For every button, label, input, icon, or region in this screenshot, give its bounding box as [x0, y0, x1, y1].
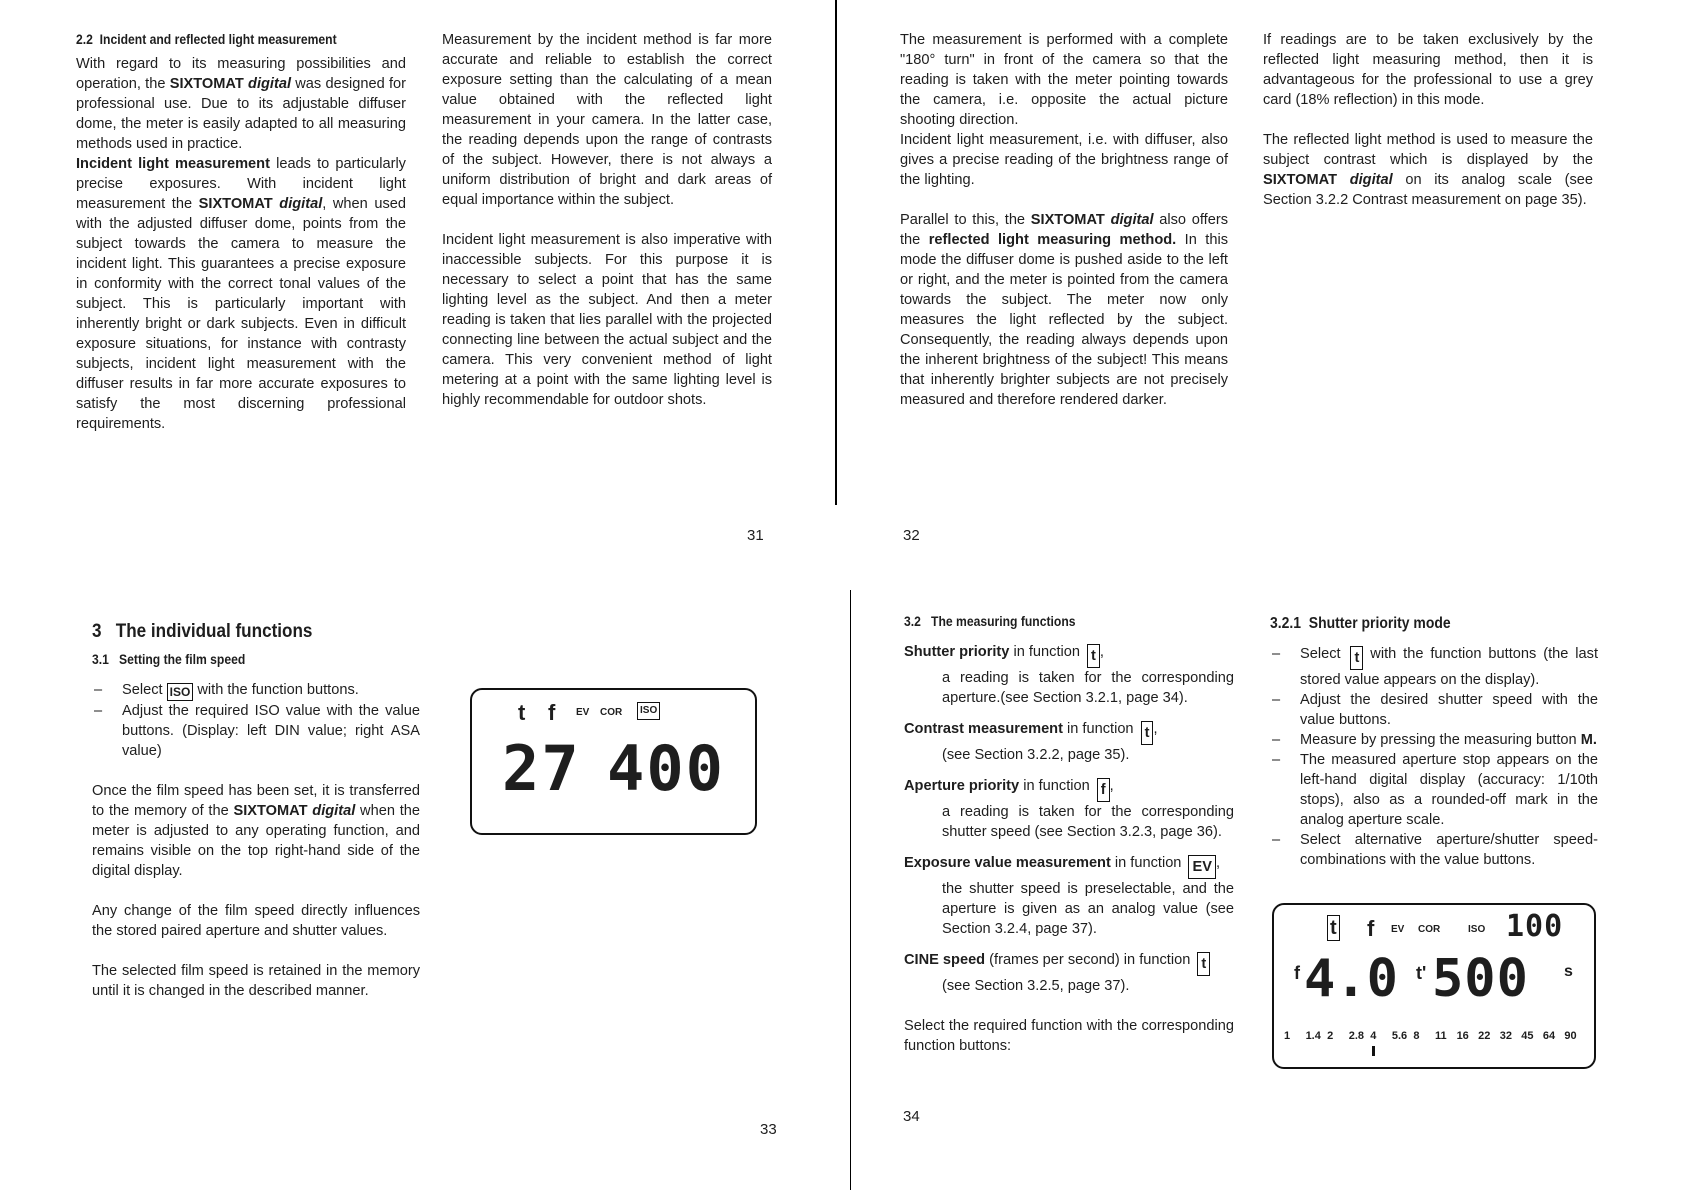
lcd-indicator-cor: COR [1418, 924, 1441, 935]
lcd-asa-value: 400 [607, 732, 725, 805]
scale-tick-label: 90 [1564, 1030, 1577, 1042]
list-item: – Adjust the required ISO value with the value buttons. (Display: left DIN value; right ASA value) [92, 701, 420, 761]
page-number-33: 33 [760, 1121, 777, 1138]
list-item: – Select alternative aperture/shutter speed-combinations with the value buttons. [1270, 830, 1598, 870]
lcd-display-iso [470, 688, 757, 835]
scale-tick-label: 11 [1435, 1030, 1447, 1042]
scale-tick-label: 22 [1478, 1030, 1491, 1042]
lcd-shutter-value: 500 [1432, 949, 1529, 1009]
lcd-indicator-iso: ISO [637, 702, 660, 720]
ev-button-symbol: EV [1188, 855, 1215, 879]
list-item: – Adjust the desired shutter speed with the value buttons. [1270, 690, 1598, 730]
p34-column-2 [1270, 614, 1598, 870]
function-entry-cine: CINE speed (frames per second) in function t (see Section 3.2.5, page 37). [904, 950, 1234, 996]
p33-paragraph-2: Any change of the film speed directly influences the stored paired aperture and shutter values. [92, 903, 420, 939]
list-item: – The measured aperture stop appears on the left-hand digital display (accuracy: 1/10th stops), also as a rounded-off mark in the analog aperture scale. [1270, 750, 1598, 830]
lcd-indicator-cor: COR [600, 707, 623, 718]
scale-tick-label: 16 [1456, 1030, 1469, 1042]
scale-tick-label: 8 [1413, 1030, 1420, 1042]
page-gutter-line-bottom [850, 590, 851, 1190]
p31-paragraph-2: Incident light measurement leads to particularly precise exposures. With incident light measurement the SIXTOMAT digital, when used with the adjusted diffuser dome, points from the subject towards the camera to measure the incident light. This guarantees a precise exposure in conformity with the correct tonal values of the subject. This is particularly important with inherently bright or dark subjects. Even in difficult exposure situations, for instance with contrasty subjects, incident light measurement with the diffuser results in far more accurate exposures to satisfy the most discerning professional requirements. [76, 156, 406, 432]
t-button-symbol: t [1141, 721, 1154, 745]
t-button-symbol: t [1350, 646, 1363, 670]
f-button-symbol: f [1097, 778, 1110, 802]
scale-tick-label: 2.8 [1348, 1030, 1364, 1042]
lcd-seconds-unit: s [1564, 963, 1573, 980]
function-entry-contrast: Contrast measurement in function t , (see Section 3.2.2, page 35). [904, 721, 1158, 763]
function-entry-ev: Exposure value measurement in function EV , the shutter speed is preselectable, and the aperture is given as an analog value (see Section 3.2.4, page 37). [904, 855, 1234, 937]
list-item: – Measure by pressing the measuring button M. [1270, 730, 1598, 750]
lcd-indicator-ev: EV [1391, 924, 1405, 935]
function-entry-shutter: Shutter priority in function t , a reading is taken for the corresponding aperture.(see Section 3.2.1, page 34). [904, 644, 1234, 706]
scale-marker [1372, 1046, 1375, 1056]
scale-tick-label: 1.4 [1305, 1030, 1321, 1042]
p32-paragraph-3: Parallel to this, the SIXTOMAT digital also offers the reflected light measuring method. In this mode the diffuser dome is pushed aside to the left or right, and the meter is pointed from the camera towards the subject. The meter now only measures the light reflected by the subject. Consequently, the reading always depends upon the inherent brightness of the subject! This means that inherently brighter subjects are not precisely measured and therefore rendered darker. [900, 212, 1228, 408]
p33-heading: 3 The individual functions [92, 621, 313, 642]
t-button-symbol: t [1197, 952, 1210, 976]
list-item: – Select ISO with the function buttons. [92, 680, 420, 701]
p34-column-1 [904, 612, 1234, 1056]
function-entry-aperture: Aperture priority in function f , a reading is taken for the corresponding shutter speed (see Section 3.2.3, page 36). [904, 778, 1234, 840]
page-number-32: 32 [903, 527, 920, 544]
scale-tick-label: 45 [1521, 1030, 1534, 1042]
lcd-f-prefix: f [1294, 963, 1300, 983]
scale-tick-label: 32 [1499, 1030, 1512, 1042]
lcd-display-shutter-priority [1272, 903, 1596, 1069]
p32-paragraph-4: If readings are to be taken exclusively by the reflected light measuring method, then it is advantageous for the professional to use a grey card (18% reflection) in this mode. [1263, 32, 1593, 108]
p32-paragraph-5: The reflected light method is used to measure the subject contrast which is displayed by the SIXTOMAT digital on its analog scale (see Section 3.2.2 Contrast measurement on page 35). [1263, 132, 1593, 208]
scale-tick-label: 5.6 [1391, 1030, 1408, 1042]
lcd-iso-value: 100 [1506, 909, 1564, 944]
p32-column-2 [1263, 30, 1593, 210]
p31-paragraph-4: Incident light measurement is also imperative with inaccessible subjects. For this purpose it is necessary to select a point that has the same lighting level as the subject. And then a meter reading is taken that lies parallel with the projected connecting line between the actual subject and the camera. This very convenient method of light metering at a point with the same lighting level is highly recommendable for outdoor shots. [442, 232, 772, 408]
p33-paragraph-3: The selected film speed is retained in the memory until it is changed in the described manner. [92, 963, 420, 999]
lcd-indicator-t: t [518, 700, 526, 725]
heading-number: 2.2 [76, 32, 93, 47]
p31-column-2 [442, 30, 772, 410]
list-item: – Select t with the function buttons (the last stored value appears on the display). [1270, 644, 1598, 690]
lcd-din-value: 27 [502, 732, 581, 805]
heading-text: Incident and reflected light measurement [99, 32, 337, 47]
p32-column-1 [900, 30, 1228, 410]
scale-tick-label: 4 [1370, 1030, 1377, 1042]
scale-tick-label: 64 [1542, 1030, 1556, 1042]
lcd-indicator-t: t [1327, 915, 1340, 941]
p31-heading [76, 30, 373, 50]
lcd-indicator-f: f [1367, 916, 1375, 941]
iso-button-symbol: ISO [167, 683, 194, 701]
p33-column-1 [92, 622, 420, 1001]
t-button-symbol: t [1087, 644, 1100, 668]
page-gutter-line-top [835, 0, 837, 505]
lcd-indicator-iso: ISO [1468, 924, 1486, 935]
p34-heading: 3.2 The measuring functions [904, 614, 1076, 629]
p33-steps-list [92, 680, 420, 761]
lcd-indicator-f: f [548, 700, 556, 725]
lcd-indicator-ev: EV [576, 707, 590, 718]
scale-tick-label: 2 [1327, 1030, 1334, 1042]
page-number-31: 31 [747, 527, 764, 544]
p31-paragraph-3: Measurement by the incident method is far more accurate and reliable to establish the correct exposure setting than the calculating of a mean value obtained with the reflected light measurement in your camera. In the latter case, the reading depends upon the range of contrasts of the subject. However, there is not always a uniform distribution of bright and dark areas of equal importance within the subject. [442, 32, 772, 208]
p32-paragraph-2: Incident light measurement, i.e. with diffuser, also gives a precise reading of the brightness range of the lighting. [900, 132, 1228, 188]
p33-subheading: 3.1 Setting the film speed [92, 652, 246, 667]
lcd-aperture-value: 4.0 [1304, 949, 1398, 1009]
lcd-t-prefix: t' [1416, 963, 1427, 983]
p34-section-heading: 3.2.1 Shutter priority mode [1270, 615, 1451, 632]
p32-paragraph-1: The measurement is performed with a complete "180° turn" in front of the camera so that the reading is taken with the meter pointing towards the camera, i.e. opposite the actual picture shooting direction. [900, 32, 1228, 128]
p34-outro: Select the required function with the corresponding function buttons: [904, 1018, 1234, 1054]
scale-tick-label: 1 [1284, 1030, 1291, 1042]
p34-steps-list [1270, 644, 1598, 870]
lcd-aperture-scale [1282, 1030, 1584, 1064]
p31-paragraph-1: With regard to its measuring possibilities and operation, the SIXTOMAT digital was designed for professional use. Due to its adjustable diffuser dome, the meter is easily adapted to all measuring methods used in practice. [76, 56, 407, 152]
page-number-34: 34 [903, 1108, 920, 1125]
p31-column-1 [76, 30, 406, 434]
p33-paragraph-1: Once the film speed has been set, it is transferred to the memory of the SIXTOMAT digital when the meter is adjusted to any operating function, and remains visible on the top right-hand side of the digital display. [92, 783, 420, 879]
